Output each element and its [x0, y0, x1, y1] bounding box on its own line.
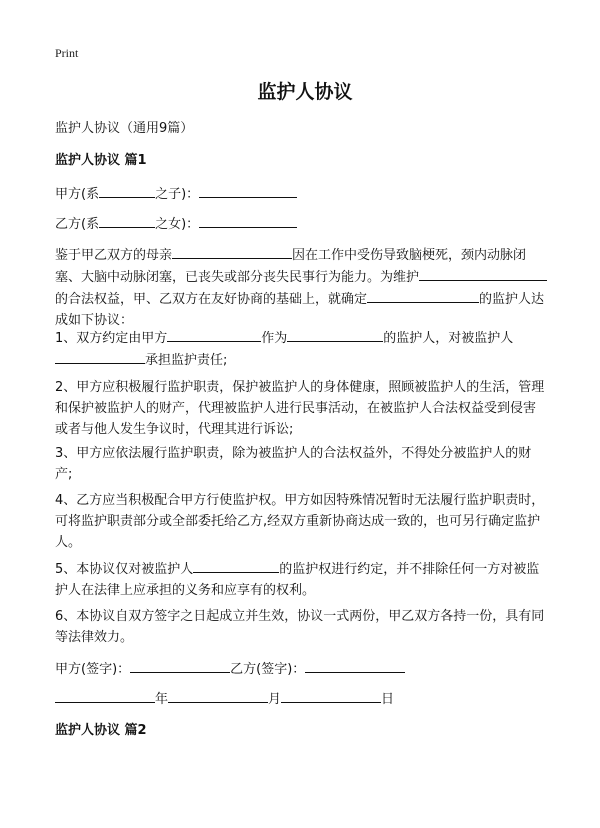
party-b-line [55, 213, 297, 235]
signature-line [55, 658, 405, 680]
section-heading-1: 监护人协议 篇1 [55, 153, 147, 168]
intro-text-3: 的合法权益，甲、乙双方在友好协商的基础上，就确定 [55, 292, 368, 307]
clause-1-text-3: 的监护人，对被监护人 [383, 331, 514, 346]
clause-4: 4、乙方应当积极配合甲方行使监护权。甲方如因特殊情况暂时无法履行监护职责时，可将监护职责部分或全部委托给乙方,经双方重新协商达成一致的，也可另行确定监护人。 [55, 493, 545, 550]
year-blank [55, 688, 155, 703]
guardian-name-blank [167, 327, 261, 342]
month-label: 月 [268, 692, 282, 707]
day-label: 日 [381, 692, 395, 707]
party-a-signature-blank [130, 658, 230, 673]
party-a-relation-blank [99, 183, 155, 198]
clause-6: 6、本协议自双方签字之日起成立并生效，协议一式两份，甲乙双方各持一份，具有同等法律效力。 [55, 609, 545, 645]
party-a-mid: 之子)： [155, 187, 200, 202]
page-title: 监护人协议 [257, 81, 353, 103]
document-subtitle: 监护人协议（通用9篇） [55, 121, 194, 136]
year-label: 年 [155, 692, 169, 707]
clause-1-text-2: 作为 [261, 331, 288, 346]
intro-text-1: 鉴于甲乙双方的母亲 [55, 248, 173, 263]
day-blank [281, 688, 381, 703]
mother-name-blank [172, 244, 292, 259]
date-line [55, 688, 394, 710]
clause-3: 3、甲方应依法履行监护职责，除为被监护人的合法权益外，不得处分被监护人的财产; [55, 446, 532, 482]
intro-text-2: 因在工作中受伤导致脑梗死，颈内动脉闭塞、大脑中动脉闭塞，已丧失或部分丧失民事行为能力。为维护 [55, 248, 527, 285]
ward-name-blank-2 [367, 288, 479, 303]
party-a-name-blank [199, 183, 297, 198]
ward-name-blank-4 [55, 349, 145, 364]
ward-name-blank-3 [287, 327, 383, 342]
clause-5-text-1: 5、本协议仅对被监护人 [55, 562, 194, 577]
clause-1 [55, 327, 547, 371]
party-b-prefix: 乙方(系 [55, 217, 100, 232]
section-heading-2: 监护人协议 篇2 [55, 723, 147, 738]
party-a-line [55, 183, 297, 205]
party-b-relation-blank [99, 213, 155, 228]
clause-5 [55, 558, 547, 601]
ward-name-blank-1 [419, 266, 547, 281]
clause-1-text-1: 1、双方约定由甲方 [55, 331, 168, 346]
print-link[interactable]: Print [55, 46, 79, 60]
party-a-signature-label: 甲方(签字)： [55, 662, 131, 677]
clause-1-text-4: 承担监护责任; [145, 353, 228, 368]
party-b-signature-label: 乙方(签字)： [230, 662, 306, 677]
party-b-mid: 之女)： [155, 217, 200, 232]
intro-text-4: 的监护人达成如下协议： [55, 292, 545, 328]
clause-2: 2、甲方应积极履行监护职责，保护被监护人的身体健康，照顾被监护人的生活，管理和保护被监护人的财产，代理被监护人进行民事活动，在被监护人合法权益受到侵害或者与他人发生争议时，代理其进行诉讼; [55, 380, 545, 437]
party-a-prefix: 甲方(系 [55, 187, 100, 202]
intro-paragraph [55, 244, 547, 331]
month-blank [168, 688, 268, 703]
clause-5-text-2: 的监护权进行约定，并不排除任何一方对被监护人在法律上应承担的义务和应享有的权利。 [55, 562, 540, 598]
party-b-signature-blank [305, 658, 405, 673]
party-b-name-blank [199, 213, 297, 228]
ward-name-blank-5 [193, 558, 279, 573]
